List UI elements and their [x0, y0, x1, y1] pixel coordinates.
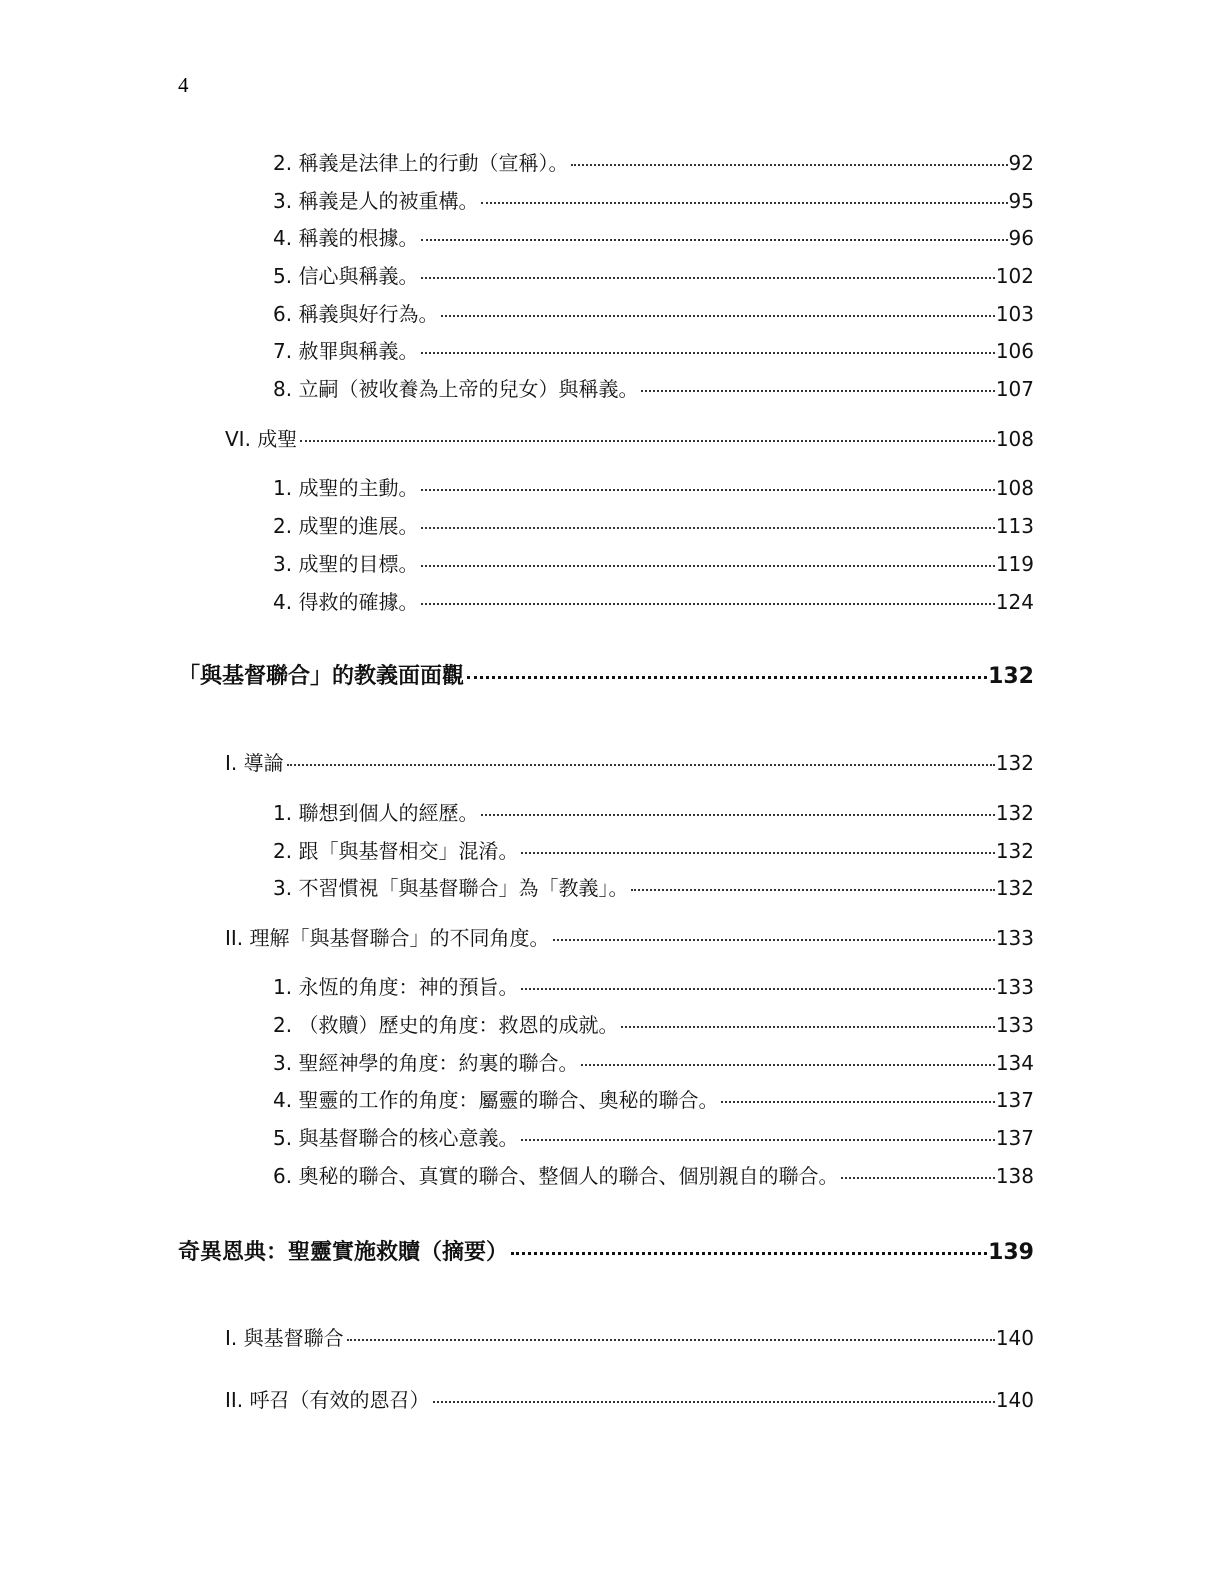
- dot-leader: [433, 1401, 995, 1403]
- toc-subsection-entry: [273, 260, 1034, 289]
- toc-entry-title: 2. 跟「與基督相交」混淆。: [273, 839, 519, 863]
- toc-page-number: 133: [995, 1013, 1034, 1037]
- toc-page-number: 96: [1008, 226, 1034, 250]
- toc-page-number: 140: [995, 1326, 1034, 1350]
- toc-entry-title: 3. 成聖的目標。: [273, 552, 419, 576]
- toc-chapter-entry: [178, 659, 1034, 690]
- dot-leader: [421, 277, 994, 279]
- toc-subsection-entry: [273, 1084, 1034, 1113]
- toc-page-number: 139: [988, 1240, 1034, 1265]
- toc-page-number: 107: [995, 377, 1034, 401]
- toc-entry-title: 4. 得救的確據。: [273, 590, 419, 614]
- toc-page-number: 108: [995, 476, 1034, 500]
- dot-leader: [521, 852, 994, 854]
- toc-page-number: 133: [995, 926, 1034, 950]
- toc-page-number: 134: [995, 1051, 1034, 1075]
- dot-leader: [581, 1064, 994, 1066]
- toc-entry-title: VI. 成聖: [225, 427, 298, 451]
- toc-entry-title: II. 理解「與基督聯合」的不同角度。: [225, 926, 550, 950]
- toc-entry-title: 7. 赦罪與稱義。: [273, 339, 419, 363]
- dot-leader: [621, 1026, 994, 1028]
- toc-entry-title: 4. 稱義的根據。: [273, 226, 419, 250]
- dot-leader: [571, 164, 1007, 166]
- toc-entry-title: 2. 成聖的進展。: [273, 514, 419, 538]
- toc-subsection-entry: [273, 222, 1034, 251]
- toc-subsection-entry: [273, 373, 1034, 402]
- toc-subsection-entry: [273, 510, 1034, 539]
- toc-page-number: 119: [995, 552, 1034, 576]
- toc-section-entry: [225, 922, 1034, 951]
- dot-leader: [300, 440, 995, 442]
- dot-leader: [347, 1339, 995, 1341]
- dot-leader: [287, 764, 995, 766]
- toc-chapter-entry: [178, 1235, 1034, 1266]
- toc-page-number: 137: [995, 1126, 1034, 1150]
- toc-subsection-entry: [273, 1009, 1034, 1038]
- dot-leader: [421, 527, 994, 529]
- toc-entry-title: 4. 聖靈的工作的角度：屬靈的聯合、奧秘的聯合。: [273, 1088, 719, 1112]
- dot-leader: [721, 1101, 994, 1103]
- dot-leader: [421, 352, 994, 354]
- toc-page-number: 137: [995, 1088, 1034, 1112]
- toc-entry-title: I. 導論: [225, 751, 284, 775]
- dot-leader: [421, 489, 994, 491]
- dot-leader: [421, 239, 1007, 241]
- toc-section-entry: [225, 1322, 1034, 1351]
- toc-entry-title: 奇異恩典：聖靈實施救贖（摘要）: [178, 1240, 509, 1265]
- toc-page-number: 133: [995, 975, 1034, 999]
- toc-section-entry: [225, 423, 1034, 452]
- dot-leader: [521, 988, 994, 990]
- toc-subsection-entry: [273, 971, 1034, 1000]
- toc-section-entry: [225, 747, 1034, 776]
- toc-page-number: 106: [995, 339, 1034, 363]
- toc-page-number: 132: [995, 801, 1034, 825]
- toc-subsection-entry: [273, 1047, 1034, 1076]
- toc-entry-title: 2. 稱義是法律上的行動（宣稱）。: [273, 151, 569, 175]
- toc-subsection-entry: [273, 298, 1034, 327]
- dot-leader: [481, 814, 994, 816]
- dot-leader: [467, 676, 987, 679]
- dot-leader: [521, 1139, 994, 1141]
- toc-subsection-entry: [273, 1160, 1034, 1189]
- toc-entry-title: 「與基督聯合」的教義面面觀: [178, 664, 465, 689]
- toc-page-number: 132: [995, 876, 1034, 900]
- toc-subsection-entry: [273, 335, 1034, 364]
- dot-leader: [553, 939, 995, 941]
- toc-entry-title: 8. 立嗣（被收養為上帝的兒女）與稱義。: [273, 377, 639, 401]
- toc-page-number: 132: [995, 839, 1034, 863]
- toc-entry-title: 1. 成聖的主動。: [273, 476, 419, 500]
- toc-entry-title: 5. 信心與稱義。: [273, 264, 419, 288]
- dot-leader: [421, 603, 994, 605]
- toc-subsection-entry: [273, 1122, 1034, 1151]
- toc-page-number: 138: [995, 1164, 1034, 1188]
- toc-section-entry: [225, 1384, 1034, 1413]
- toc-page-number: 124: [995, 590, 1034, 614]
- page-number: 4: [178, 73, 189, 97]
- toc-entry-title: 6. 稱義與好行為。: [273, 302, 439, 326]
- toc-entry-title: II. 呼召（有效的恩召）: [225, 1388, 430, 1412]
- toc-subsection-entry: [273, 147, 1034, 176]
- toc-entry-title: 3. 聖經神學的角度：約裏的聯合。: [273, 1051, 579, 1075]
- toc-page-number: 102: [995, 264, 1034, 288]
- toc-entry-title: 6. 奧秘的聯合、真實的聯合、整個人的聯合、個別親自的聯合。: [273, 1164, 839, 1188]
- toc-subsection-entry: [273, 797, 1034, 826]
- dot-leader: [441, 315, 994, 317]
- toc-page-number: 108: [995, 427, 1034, 451]
- dot-leader: [641, 390, 994, 392]
- toc-subsection-entry: [273, 586, 1034, 615]
- toc-page-number: 92: [1008, 151, 1034, 175]
- toc-entry-title: 1. 聯想到個人的經歷。: [273, 801, 479, 825]
- toc-subsection-entry: [273, 472, 1034, 501]
- dot-leader: [511, 1252, 987, 1255]
- toc-entry-title: 3. 不習慣視「與基督聯合」為「教義」。: [273, 876, 629, 900]
- toc-entry-title: I. 與基督聯合: [225, 1326, 344, 1350]
- toc-subsection-entry: [273, 185, 1034, 214]
- toc-page-number: 132: [988, 664, 1034, 689]
- toc-page-number: 132: [995, 751, 1034, 775]
- toc-page-number: 95: [1008, 189, 1034, 213]
- dot-leader: [841, 1177, 994, 1179]
- toc-subsection-entry: [273, 872, 1034, 901]
- toc-entry-title: 5. 與基督聯合的核心意義。: [273, 1126, 519, 1150]
- dot-leader: [481, 202, 1007, 204]
- dot-leader: [631, 889, 994, 891]
- toc-entry-title: 2. （救贖）歷史的角度：救恩的成就。: [273, 1013, 619, 1037]
- toc-page-number: 113: [995, 514, 1034, 538]
- dot-leader: [421, 565, 994, 567]
- toc-subsection-entry: [273, 548, 1034, 577]
- toc-page-number: 140: [995, 1388, 1034, 1412]
- toc-subsection-entry: [273, 835, 1034, 864]
- toc-entry-title: 3. 稱義是人的被重構。: [273, 189, 479, 213]
- toc-page-number: 103: [995, 302, 1034, 326]
- toc-entry-title: 1. 永恆的角度：神的預旨。: [273, 975, 519, 999]
